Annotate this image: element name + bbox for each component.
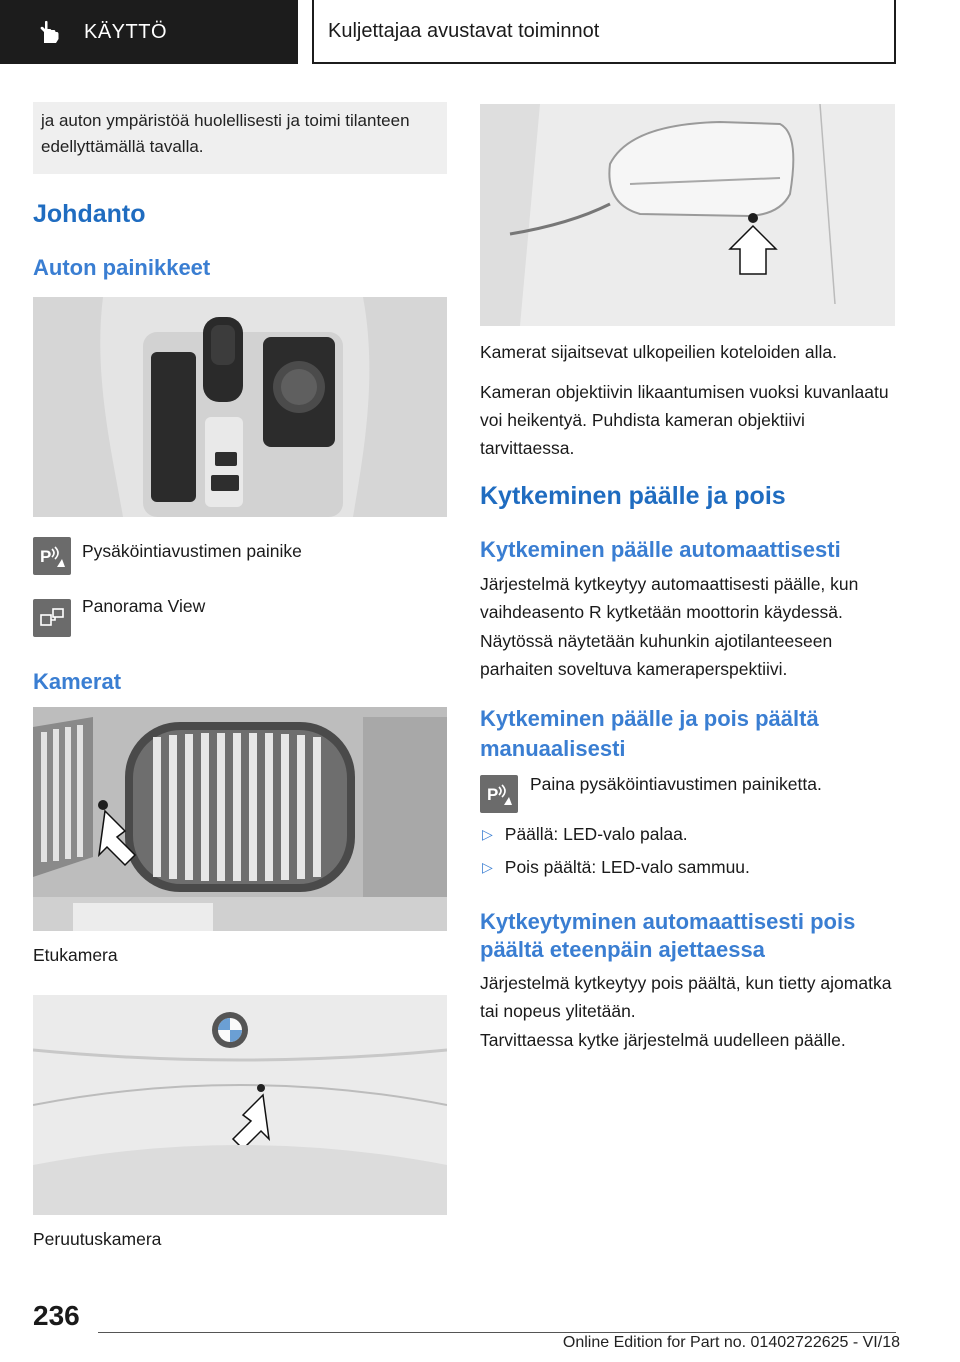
mirror-note: Kameran objektiivin likaantumisen vuoksi kuvanlaatu voi heikentyä. Puhdista kameran objektiivi tarvittaessa. xyxy=(480,382,889,458)
center-console-image xyxy=(33,297,447,517)
list-item xyxy=(482,824,688,845)
park-assist-button-icon xyxy=(33,537,71,575)
svg-text:P: P xyxy=(487,785,499,804)
park-assist-button-icon xyxy=(480,775,518,813)
heading-cameras: Kamerat xyxy=(33,669,122,694)
auto-paragraph-2: Näytössä näytetään kuhunkin ajotilanteeseen parhaiten soveltuva kameraperspektiivi. xyxy=(480,631,833,679)
notice-text: ja auton ympäristöä huolellisesti ja toimi tilanteen edellyttämällä tavalla. xyxy=(41,111,410,156)
panorama-view-button-label: Panorama View xyxy=(82,596,206,616)
footer-divider xyxy=(98,1332,896,1333)
park-assist-button-label: Pysäköintiavustimen painike xyxy=(82,541,302,561)
rear-camera-image xyxy=(33,995,447,1215)
panorama-view-button-icon xyxy=(33,599,71,637)
svg-text:P: P xyxy=(40,547,52,566)
forward-paragraph-2: Tarvittaessa kytke järjestelmä uudelleen päälle. xyxy=(480,1030,846,1050)
rear-camera-caption: Peruutuskamera xyxy=(33,1229,162,1249)
mirror-camera-image xyxy=(480,104,895,326)
manual-instruction: Paina pysäköintiavustimen painiketta. xyxy=(530,774,822,794)
heading-buttons: Auton painikkeet xyxy=(33,255,211,280)
list-item-text: Päällä: LED-valo palaa. xyxy=(504,824,688,844)
footer-edition: Online Edition for Part no. 01402722625 - VI/18 xyxy=(562,1334,900,1351)
header-section: KÄYTTÖ xyxy=(84,20,168,43)
triangle-bullet-icon: ▷ xyxy=(482,826,493,842)
heading-manual: Kytkeminen päälle ja pois päältä manuaalisesti xyxy=(480,706,819,761)
heading-intro: Johdanto xyxy=(33,200,146,228)
heading-auto: Kytkeminen päälle automaattisesti xyxy=(480,537,841,562)
triangle-bullet-icon: ▷ xyxy=(482,859,493,875)
list-item-text: Pois päältä: LED-valo sammuu. xyxy=(504,857,750,877)
pointing-hand-icon xyxy=(36,19,62,45)
auto-paragraph-1: Järjestelmä kytkeytyy automaattisesti päälle, kun vaihdeasento R kytketään moottorin käydessä. xyxy=(480,574,859,622)
front-camera-image xyxy=(33,707,447,931)
page-number: 236 xyxy=(33,1300,80,1331)
forward-paragraph-1: Järjestelmä kytkeytyy pois päältä, kun tietty ajomatka tai nopeus ylitetään. xyxy=(480,973,892,1021)
heading-forward: Kytkeytyminen automaattisesti pois päältä eteenpäin ajettaessa xyxy=(480,909,856,962)
header-title-box xyxy=(312,0,896,64)
header-title: Kuljettajaa avustavat toiminnot xyxy=(328,19,600,42)
mirror-caption: Kamerat sijaitsevat ulkopeilien koteloiden alla. xyxy=(480,342,838,362)
front-camera-caption: Etukamera xyxy=(33,945,118,965)
notice-box xyxy=(33,102,447,174)
heading-switch: Kytkeminen päälle ja pois xyxy=(480,482,786,510)
header-section-tab xyxy=(0,0,298,64)
list-item xyxy=(482,857,750,878)
